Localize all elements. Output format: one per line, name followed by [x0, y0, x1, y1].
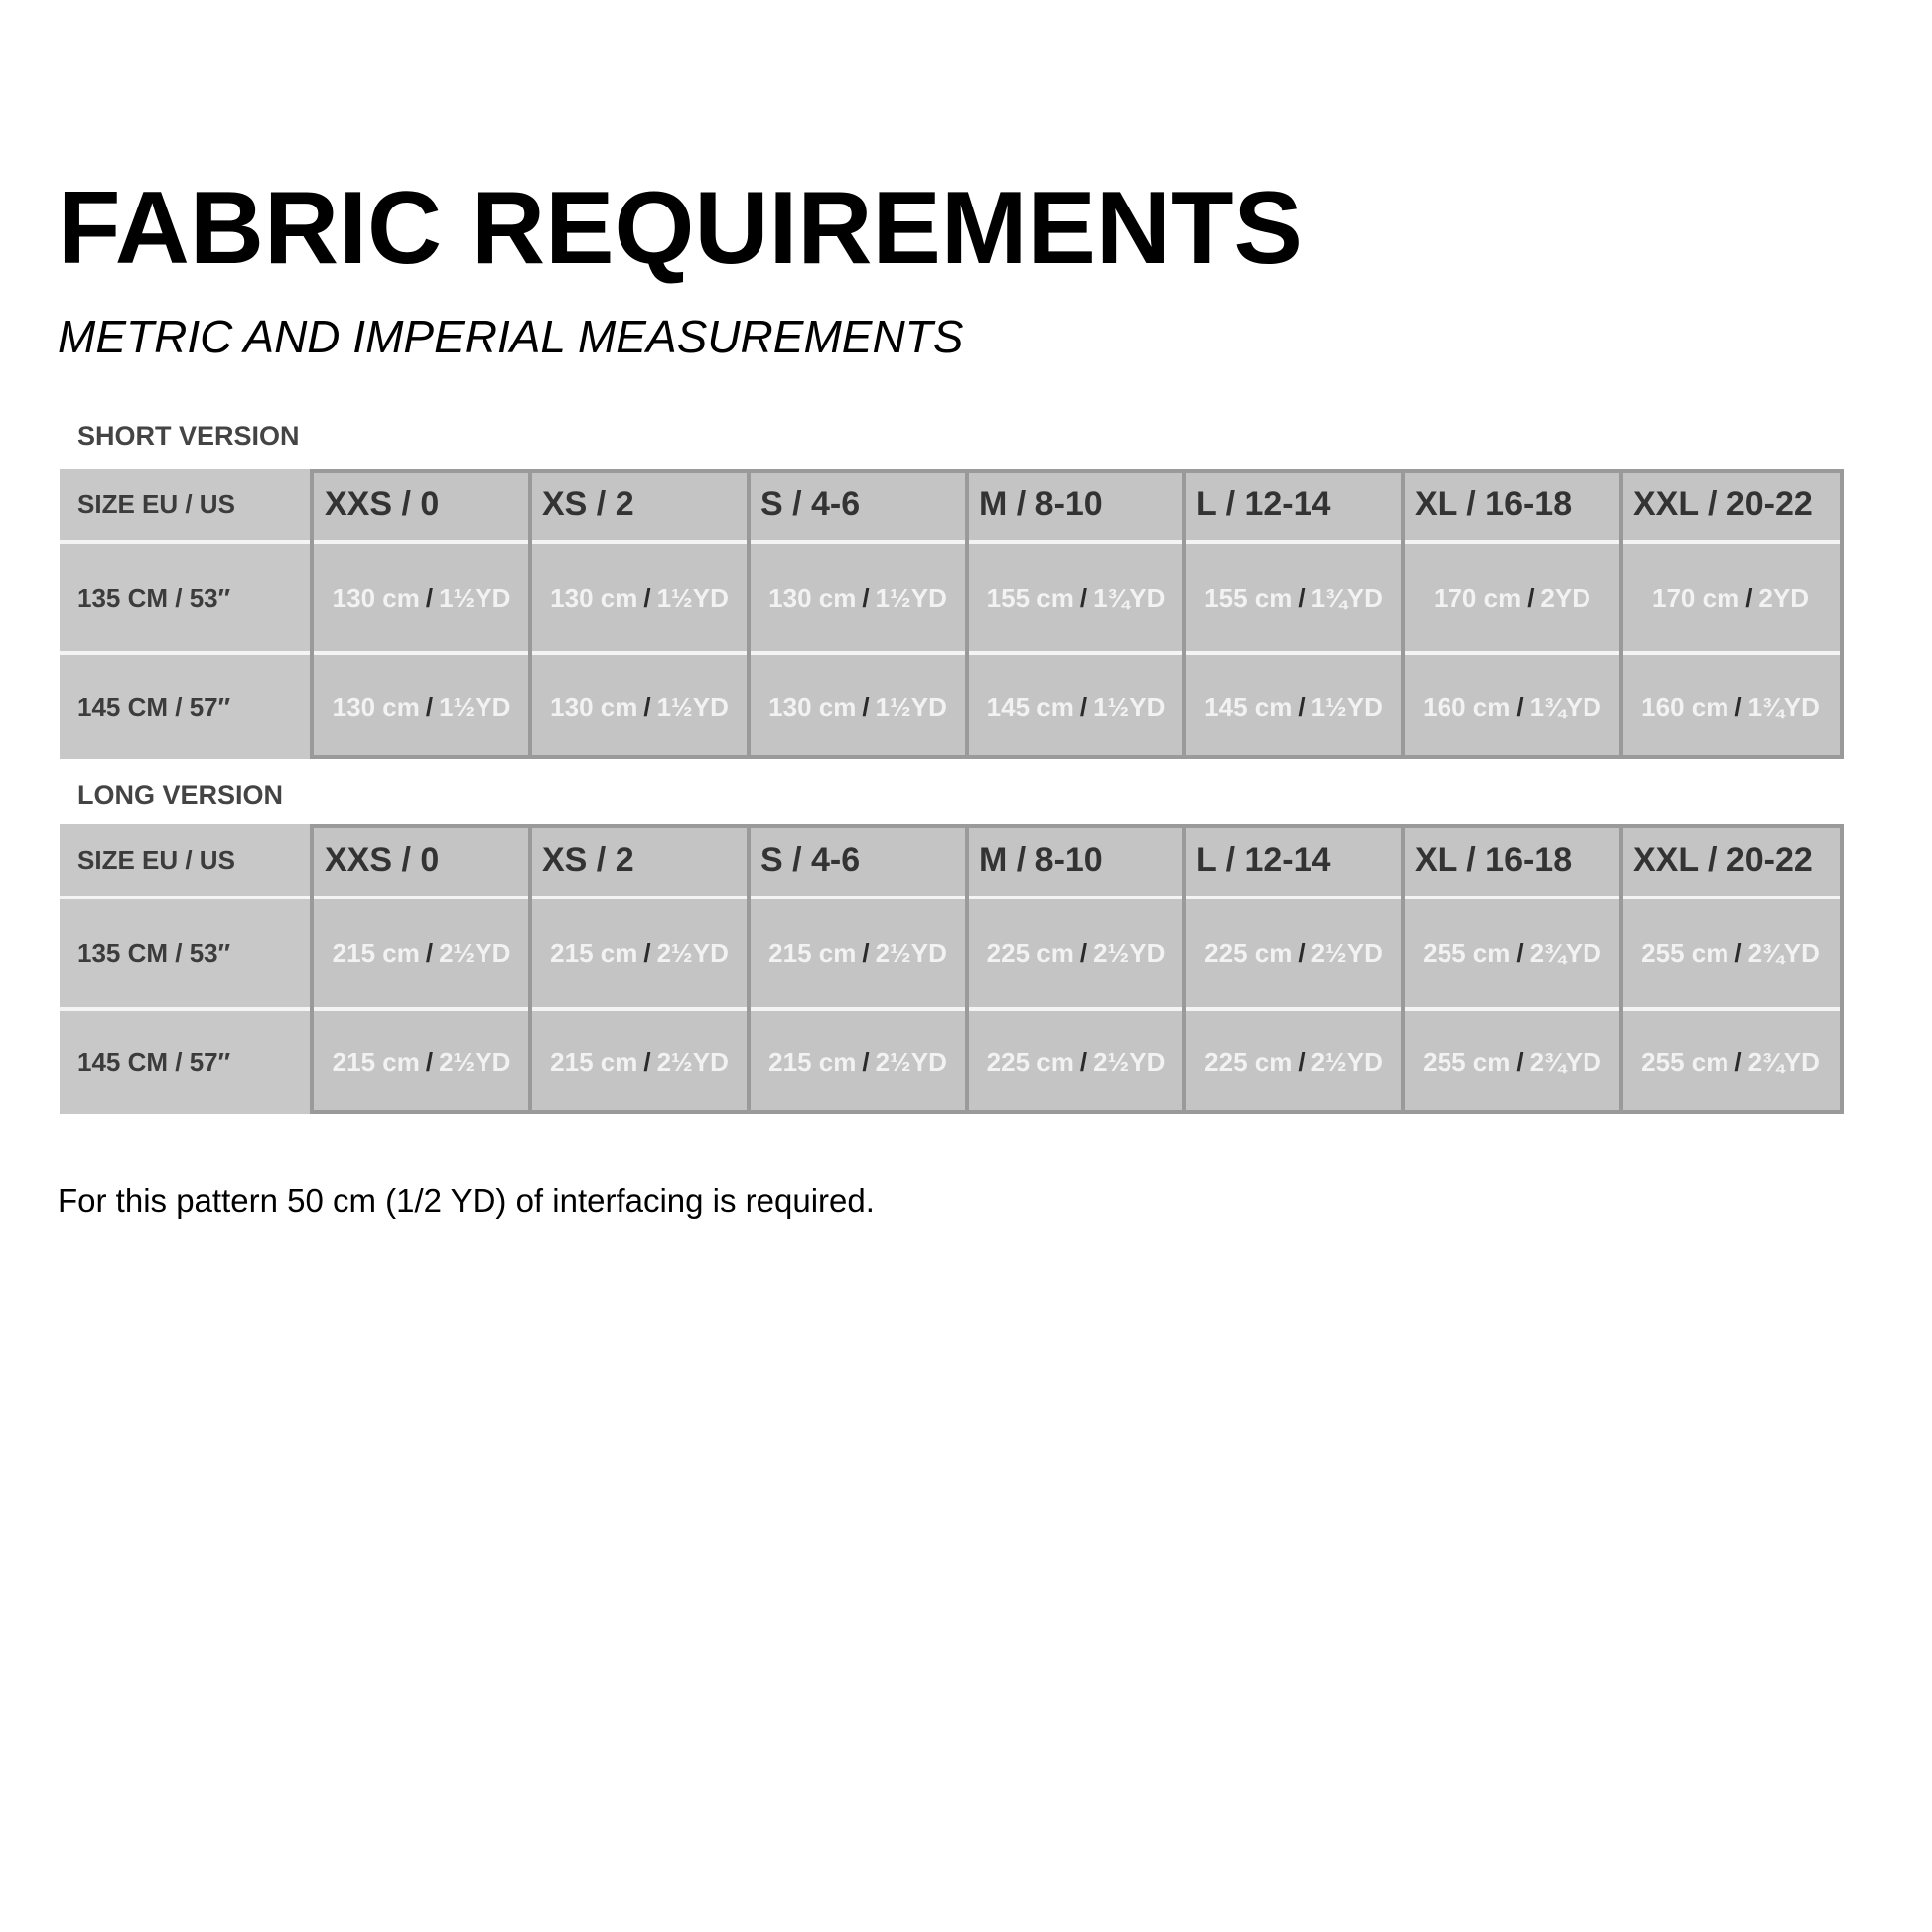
unit-separator: /: [1079, 691, 1088, 722]
interfacing-note: For this pattern 50 cm (1/2 YD) of interfacing is required.: [58, 1182, 875, 1219]
column-divider: [1401, 469, 1405, 759]
unit-separator: /: [425, 691, 434, 722]
table-header-row: [60, 824, 1847, 896]
unit-separator: /: [1734, 937, 1742, 968]
size-column-header: XS / 2: [530, 469, 749, 540]
page-title: FABRIC REQUIREMENTS: [58, 171, 1303, 286]
unit-separator: /: [1734, 691, 1742, 722]
metric-amount: 170 cm: [1652, 582, 1740, 613]
column-divider: [1619, 469, 1623, 759]
metric-amount: 155 cm: [986, 582, 1074, 613]
fabric-amount-cell: [530, 899, 749, 1007]
fabric-width-label: 145 CM / 57″: [60, 655, 310, 759]
unit-separator: /: [1527, 582, 1535, 613]
size-column-header: XXL / 20-22: [1621, 469, 1840, 540]
column-divider: [528, 469, 532, 759]
unit-separator: /: [1298, 582, 1306, 613]
table-row: [60, 1011, 1847, 1114]
fabric-amount-cell: [749, 1011, 967, 1114]
unit-separator: /: [1079, 1046, 1088, 1077]
fabric-amount-cell: [1621, 899, 1840, 1007]
imperial-amount: 2½YD: [656, 937, 729, 968]
fabric-amount-cell: [1621, 655, 1840, 759]
metric-amount: 255 cm: [1641, 1046, 1729, 1077]
unit-separator: /: [1745, 582, 1753, 613]
fabric-amount-cell: [1403, 1011, 1621, 1114]
unit-separator: /: [1298, 691, 1306, 722]
column-divider: [747, 469, 751, 759]
imperial-amount: 1¾YD: [1747, 691, 1820, 722]
size-column-header: XL / 16-18: [1403, 824, 1621, 896]
imperial-amount: 2¾YD: [1529, 937, 1601, 968]
metric-amount: 130 cm: [550, 691, 638, 722]
column-divider: [528, 824, 532, 1114]
imperial-amount: 2½YD: [439, 937, 511, 968]
section-label-long: LONG VERSION: [77, 780, 284, 810]
unit-separator: /: [643, 691, 651, 722]
fabric-amount-cell: [1184, 655, 1403, 759]
imperial-amount: 2YD: [1540, 582, 1590, 613]
size-column-header: L / 12-14: [1184, 824, 1403, 896]
fabric-amount-cell: [749, 655, 967, 759]
unit-separator: /: [1298, 1046, 1306, 1077]
metric-amount: 215 cm: [550, 1046, 638, 1077]
unit-separator: /: [862, 582, 870, 613]
imperial-amount: 1½YD: [1311, 691, 1383, 722]
fabric-amount-cell: [967, 544, 1184, 651]
size-header-label: SIZE EU / US: [60, 469, 310, 540]
imperial-amount: 2½YD: [1093, 1046, 1166, 1077]
unit-separator: /: [425, 582, 434, 613]
table-row: [60, 899, 1847, 1007]
fabric-amount-cell: [313, 1011, 530, 1114]
unit-separator: /: [1516, 691, 1524, 722]
metric-amount: 155 cm: [1204, 582, 1293, 613]
fabric-amount-cell: [530, 655, 749, 759]
fabric-table-long: [60, 824, 1847, 1114]
fabric-width-label: 135 CM / 53″: [60, 544, 310, 651]
imperial-amount: 2½YD: [439, 1046, 511, 1077]
unit-separator: /: [1734, 1046, 1742, 1077]
column-divider: [1182, 824, 1186, 1114]
unit-separator: /: [1298, 937, 1306, 968]
metric-amount: 130 cm: [768, 691, 857, 722]
column-divider: [1401, 824, 1405, 1114]
size-column-header: M / 8-10: [967, 469, 1184, 540]
metric-amount: 225 cm: [986, 937, 1074, 968]
metric-amount: 225 cm: [1204, 1046, 1293, 1077]
table-row: [60, 655, 1847, 759]
imperial-amount: 2¾YD: [1747, 937, 1820, 968]
metric-amount: 215 cm: [550, 937, 638, 968]
metric-amount: 160 cm: [1423, 691, 1511, 722]
fabric-width-label: 135 CM / 53″: [60, 899, 310, 1007]
fabric-amount-cell: [1184, 899, 1403, 1007]
table-row: [60, 544, 1847, 651]
imperial-amount: 2¾YD: [1747, 1046, 1820, 1077]
metric-amount: 215 cm: [768, 1046, 857, 1077]
unit-separator: /: [643, 937, 651, 968]
size-column-header: XL / 16-18: [1403, 469, 1621, 540]
imperial-amount: 1½YD: [1093, 691, 1166, 722]
unit-separator: /: [862, 691, 870, 722]
column-divider: [747, 824, 751, 1114]
metric-amount: 255 cm: [1423, 1046, 1511, 1077]
section-label-short: SHORT VERSION: [77, 421, 300, 451]
fabric-amount-cell: [313, 655, 530, 759]
fabric-amount-cell: [967, 899, 1184, 1007]
fabric-amount-cell: [1403, 655, 1621, 759]
fabric-amount-cell: [530, 1011, 749, 1114]
metric-amount: 255 cm: [1641, 937, 1729, 968]
metric-amount: 255 cm: [1423, 937, 1511, 968]
imperial-amount: 2½YD: [1311, 937, 1383, 968]
fabric-amount-cell: [749, 544, 967, 651]
unit-separator: /: [1516, 937, 1524, 968]
unit-separator: /: [1079, 582, 1088, 613]
imperial-amount: 1½YD: [439, 691, 511, 722]
metric-amount: 225 cm: [1204, 937, 1293, 968]
fabric-amount-cell: [313, 899, 530, 1007]
metric-amount: 215 cm: [768, 937, 857, 968]
metric-amount: 160 cm: [1641, 691, 1729, 722]
page-subtitle: METRIC AND IMPERIAL MEASUREMENTS: [58, 311, 964, 362]
fabric-amount-cell: [1403, 544, 1621, 651]
fabric-amount-cell: [1621, 1011, 1840, 1114]
unit-separator: /: [643, 582, 651, 613]
metric-amount: 130 cm: [550, 582, 638, 613]
imperial-amount: 1½YD: [656, 582, 729, 613]
fabric-amount-cell: [1184, 544, 1403, 651]
imperial-amount: 2¾YD: [1529, 1046, 1601, 1077]
imperial-amount: 1¾YD: [1529, 691, 1601, 722]
size-column-header: XXL / 20-22: [1621, 824, 1840, 896]
metric-amount: 145 cm: [986, 691, 1074, 722]
column-divider: [1182, 469, 1186, 759]
metric-amount: 130 cm: [332, 582, 420, 613]
metric-amount: 215 cm: [332, 937, 420, 968]
size-column-header: M / 8-10: [967, 824, 1184, 896]
size-column-header: L / 12-14: [1184, 469, 1403, 540]
unit-separator: /: [425, 1046, 434, 1077]
size-column-header: S / 4-6: [749, 824, 967, 896]
imperial-amount: 2½YD: [875, 1046, 947, 1077]
imperial-amount: 1¾YD: [1311, 582, 1383, 613]
imperial-amount: 2YD: [1758, 582, 1809, 613]
table-header-row: [60, 469, 1847, 540]
size-column-header: XS / 2: [530, 824, 749, 896]
unit-separator: /: [1516, 1046, 1524, 1077]
unit-separator: /: [425, 937, 434, 968]
unit-separator: /: [643, 1046, 651, 1077]
imperial-amount: 2½YD: [656, 1046, 729, 1077]
imperial-amount: 2½YD: [1093, 937, 1166, 968]
fabric-amount-cell: [749, 899, 967, 1007]
column-divider: [1619, 824, 1623, 1114]
size-header-label: SIZE EU / US: [60, 824, 310, 896]
metric-amount: 130 cm: [332, 691, 420, 722]
fabric-amount-cell: [1621, 544, 1840, 651]
size-column-header: XXS / 0: [313, 824, 530, 896]
metric-amount: 145 cm: [1204, 691, 1293, 722]
imperial-amount: 2½YD: [875, 937, 947, 968]
column-divider: [965, 469, 969, 759]
imperial-amount: 2½YD: [1311, 1046, 1383, 1077]
fabric-amount-cell: [967, 1011, 1184, 1114]
metric-amount: 215 cm: [332, 1046, 420, 1077]
imperial-amount: 1½YD: [656, 691, 729, 722]
imperial-amount: 1¾YD: [1093, 582, 1166, 613]
fabric-amount-cell: [530, 544, 749, 651]
fabric-amount-cell: [1403, 899, 1621, 1007]
fabric-amount-cell: [1184, 1011, 1403, 1114]
fabric-table-short: [60, 469, 1847, 759]
fabric-amount-cell: [967, 655, 1184, 759]
unit-separator: /: [862, 1046, 870, 1077]
fabric-width-label: 145 CM / 57″: [60, 1011, 310, 1114]
imperial-amount: 1½YD: [439, 582, 511, 613]
unit-separator: /: [1079, 937, 1088, 968]
imperial-amount: 1½YD: [875, 691, 947, 722]
metric-amount: 225 cm: [986, 1046, 1074, 1077]
size-column-header: S / 4-6: [749, 469, 967, 540]
metric-amount: 130 cm: [768, 582, 857, 613]
unit-separator: /: [862, 937, 870, 968]
size-column-header: XXS / 0: [313, 469, 530, 540]
imperial-amount: 1½YD: [875, 582, 947, 613]
fabric-amount-cell: [313, 544, 530, 651]
metric-amount: 170 cm: [1434, 582, 1522, 613]
column-divider: [965, 824, 969, 1114]
